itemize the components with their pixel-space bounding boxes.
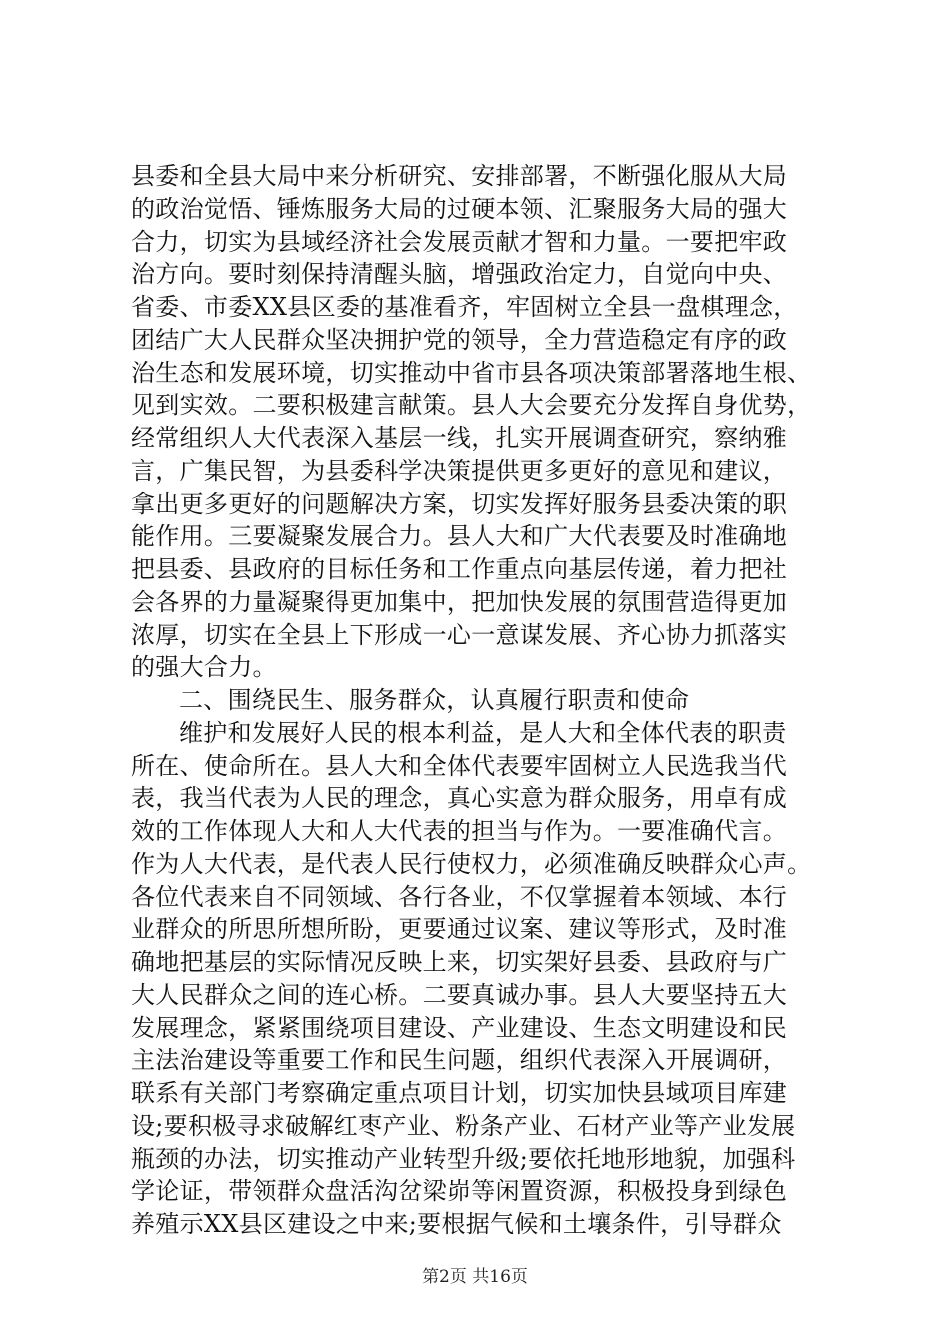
text-line: 省委、市委XX县区委的基准看齐，牢固树立全县一盘棋理念，: [131, 293, 798, 321]
text-line: 各位代表来自不同领域、各行各业，不仅掌握着本领域、本行: [131, 882, 788, 911]
text-line: 主法治建设等重要工作和民生问题，组织代表深入开展调研，: [131, 1046, 788, 1075]
text-line: 所在、使命所在。县人大和全体代表要牢固树立人民选我当代: [131, 751, 788, 780]
text-line: 发展理念，紧紧围绕项目建设、产业建设、生态文明建设和民: [131, 1013, 788, 1042]
text-line: 治方向。要时刻保持清醒头脑，增强政治定力，自觉向中央、: [131, 260, 788, 289]
text-line: 业群众的所思所想所盼，更要通过议案、建议等形式，及时准: [131, 915, 788, 944]
text-line: 的强大合力。: [131, 653, 277, 682]
text-line: 经常组织人大代表深入基层一线，扎实开展调查研究，察纳雅: [131, 424, 788, 452]
text-line: 言，广集民智，为县委科学决策提供更多更好的意见和建议，: [131, 456, 788, 485]
text-line: 确地把基层的实际情况反映上来，切实架好县委、县政府与广: [131, 948, 788, 976]
text-line: 合力，切实为县域经济社会发展贡献才智和力量。一要把牢政: [131, 227, 788, 256]
text-line: 拿出更多更好的问题解决方案，切实发挥好服务县委决策的职: [131, 489, 788, 518]
text-line: 把县委、县政府的目标任务和工作重点向基层传递，着力把社: [131, 555, 788, 583]
text-line: 养殖示XX县区建设之中来;要根据气候和土壤条件，引导群众: [131, 1210, 782, 1238]
section-heading: 二、围绕民生、服务群众，认真履行职责和使命: [179, 686, 690, 714]
paragraph-start-line: 维护和发展好人民的根本利益，是人大和全体代表的职责: [179, 718, 787, 747]
text-line: 作为人大代表，是代表人民行使权力，必须准确反映群众心声。: [131, 849, 812, 878]
text-line: 表，我当代表为人民的理念，真心实意为群众服务，用卓有成: [131, 784, 788, 813]
document-body: [131, 160, 831, 1241]
text-line: 大人民群众之间的连心桥。二要真诚办事。县人大要坚持五大: [131, 980, 788, 1009]
text-line: 瓶颈的办法，切实推动产业转型升级;要依托地形地貌，加强科: [131, 1144, 796, 1173]
text-line: 的政治觉悟、锤炼服务大局的过硬本领、汇聚服务大局的强大: [131, 194, 788, 223]
text-line: 会各界的力量凝聚得更加集中，把加快发展的氛围营造得更加: [131, 587, 788, 616]
text-line: 浓厚，切实在全县上下形成一心一意谋发展、齐心协力抓落实: [131, 620, 788, 649]
text-line: 联系有关部门考察确定重点项目计划，切实加快县域项目库建: [131, 1079, 788, 1107]
text-line: 团结广大人民群众坚决拥护党的领导，全力营造稳定有序的政: [131, 325, 788, 354]
text-line: 学论证，带领群众盘活沟岔梁峁等闲置资源，积极投身到绿色: [131, 1177, 788, 1206]
text-line: 效的工作体现人大和人大代表的担当与作为。一要准确代言。: [131, 817, 788, 845]
text-line: 能作用。三要凝聚发展合力。县人大和广大代表要及时准确地: [131, 522, 788, 551]
text-line: 县委和全县大局中来分析研究、安排部署，不断强化服从大局: [131, 162, 788, 190]
text-line: 治生态和发展环境，切实推动中省市县各项决策部署落地生根、: [131, 358, 812, 387]
page-number-footer: 第2页 共16页: [422, 1267, 528, 1287]
text-line: 见到实效。二要积极建言献策。县人大会要充分发挥自身优势，: [131, 391, 812, 420]
text-line: 设;要积极寻求破解红枣产业、粉条产业、石材产业等产业发展: [131, 1111, 796, 1140]
